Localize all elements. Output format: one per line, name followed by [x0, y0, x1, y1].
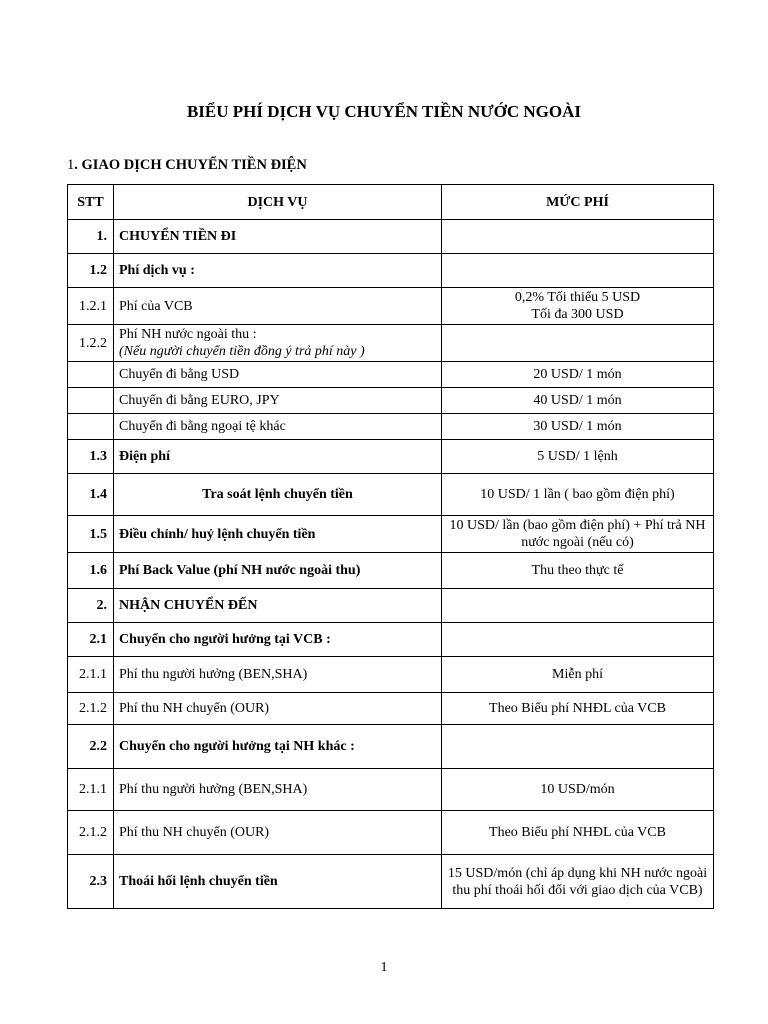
table-row [68, 254, 714, 288]
section-heading [67, 157, 307, 174]
row-fee [442, 589, 714, 623]
service-line: Phí NH nước ngoài thu : [119, 327, 257, 342]
row-fee: 30 USD/ 1 món [442, 414, 714, 440]
row-fee [442, 220, 714, 254]
table-row [68, 440, 714, 474]
row-service: NHẬN CHUYỂN ĐẾN [114, 589, 442, 623]
header-fee: MỨC PHÍ [442, 185, 714, 220]
row-stt: 2.1.1 [68, 769, 114, 811]
table-row [68, 811, 714, 855]
row-fee: 5 USD/ 1 lệnh [442, 440, 714, 474]
row-stt [68, 414, 114, 440]
table-row [68, 855, 714, 909]
row-fee [442, 725, 714, 769]
row-service: Thoái hối lệnh chuyển tiền [114, 855, 442, 909]
row-service: Phí thu người hưởng (BEN,SHA) [114, 657, 442, 693]
row-stt: 2.1.2 [68, 811, 114, 855]
row-service: Phí thu NH chuyển (OUR) [114, 811, 442, 855]
row-service: Phí của VCB [114, 288, 442, 325]
row-stt: 1.2.2 [68, 325, 114, 362]
row-fee: Theo Biểu phí NHĐL của VCB [442, 811, 714, 855]
row-fee [442, 325, 714, 362]
row-fee: 10 USD/ 1 lần ( bao gồm điện phí) [442, 474, 714, 516]
row-service: Điều chỉnh/ huỷ lệnh chuyển tiền [114, 516, 442, 553]
fee-line-1: 0,2% Tối thiểu 5 USD [514, 290, 641, 305]
table-row [68, 769, 714, 811]
table-row [68, 725, 714, 769]
header-stt: STT [68, 185, 114, 220]
row-service: Phí thu NH chuyển (OUR) [114, 693, 442, 725]
row-fee: 15 USD/món (chỉ áp dụng khi NH nước ngoài thu phí thoái hối đối với giao dịch của VCB) [442, 855, 714, 909]
row-fee: Miễn phí [442, 657, 714, 693]
row-fee: Thu theo thực tế [442, 553, 714, 589]
row-stt: 1. [68, 220, 114, 254]
table-row [68, 474, 714, 516]
row-fee [442, 288, 714, 325]
row-stt: 2.1 [68, 623, 114, 657]
row-service: Chuyển đi bằng ngoại tệ khác [114, 414, 442, 440]
row-stt [68, 388, 114, 414]
table-row [68, 623, 714, 657]
row-stt [68, 362, 114, 388]
row-fee [442, 623, 714, 657]
row-service: Chuyển đi bằng USD [114, 362, 442, 388]
row-stt: 1.5 [68, 516, 114, 553]
row-stt: 2.2 [68, 725, 114, 769]
row-fee [442, 254, 714, 288]
fee-table [67, 184, 714, 909]
table-row [68, 325, 714, 362]
row-service: Chuyển đi bằng EURO, JPY [114, 388, 442, 414]
table-row [68, 288, 714, 325]
row-stt: 2.1.2 [68, 693, 114, 725]
table-row [68, 657, 714, 693]
row-fee: 10 USD/ lần (bao gồm điện phí) + Phí trả NH nước ngoài (nếu có) [442, 516, 714, 553]
row-service: Điện phí [114, 440, 442, 474]
row-stt: 2.1.1 [68, 657, 114, 693]
service-note: (Nếu người chuyển tiền đồng ý trả phí này ) [119, 344, 365, 359]
table-row [68, 516, 714, 553]
table-row [68, 589, 714, 623]
row-stt: 1.2 [68, 254, 114, 288]
table-row [68, 414, 714, 440]
row-stt: 2.3 [68, 855, 114, 909]
row-service: CHUYỂN TIỀN ĐI [114, 220, 442, 254]
table-row [68, 362, 714, 388]
header-service: DỊCH VỤ [114, 185, 442, 220]
row-stt: 2. [68, 589, 114, 623]
page-number: 1 [380, 960, 388, 975]
table-row [68, 693, 714, 725]
row-stt: 1.2.1 [68, 288, 114, 325]
fee-line-2: Tối đa 300 USD [531, 307, 624, 322]
row-stt: 1.6 [68, 553, 114, 589]
section-label: . GIAO DỊCH CHUYỂN TIỀN ĐIỆN [74, 157, 307, 173]
table-row [68, 553, 714, 589]
row-service: Tra soát lệnh chuyển tiền [114, 474, 442, 516]
document-title: BIỂU PHÍ DỊCH VỤ CHUYỂN TIỀN NƯỚC NGOÀI [186, 102, 582, 121]
row-service: Chuyển cho người hưởng tại VCB : [114, 623, 442, 657]
row-fee: Theo Biểu phí NHĐL của VCB [442, 693, 714, 725]
section-number: 1 [67, 157, 75, 173]
table-row [68, 220, 714, 254]
row-stt: 1.3 [68, 440, 114, 474]
row-fee: 40 USD/ 1 món [442, 388, 714, 414]
table-header-row [68, 185, 714, 220]
row-service [114, 325, 442, 362]
row-service: Phí Back Value (phí NH nước ngoài thu) [114, 553, 442, 589]
row-service: Chuyển cho người hưởng tại NH khác : [114, 725, 442, 769]
row-stt: 1.4 [68, 474, 114, 516]
row-service: Phí dịch vụ : [114, 254, 442, 288]
row-fee: 10 USD/món [442, 769, 714, 811]
row-service: Phí thu người hưởng (BEN,SHA) [114, 769, 442, 811]
row-fee: 20 USD/ 1 món [442, 362, 714, 388]
table-row [68, 388, 714, 414]
